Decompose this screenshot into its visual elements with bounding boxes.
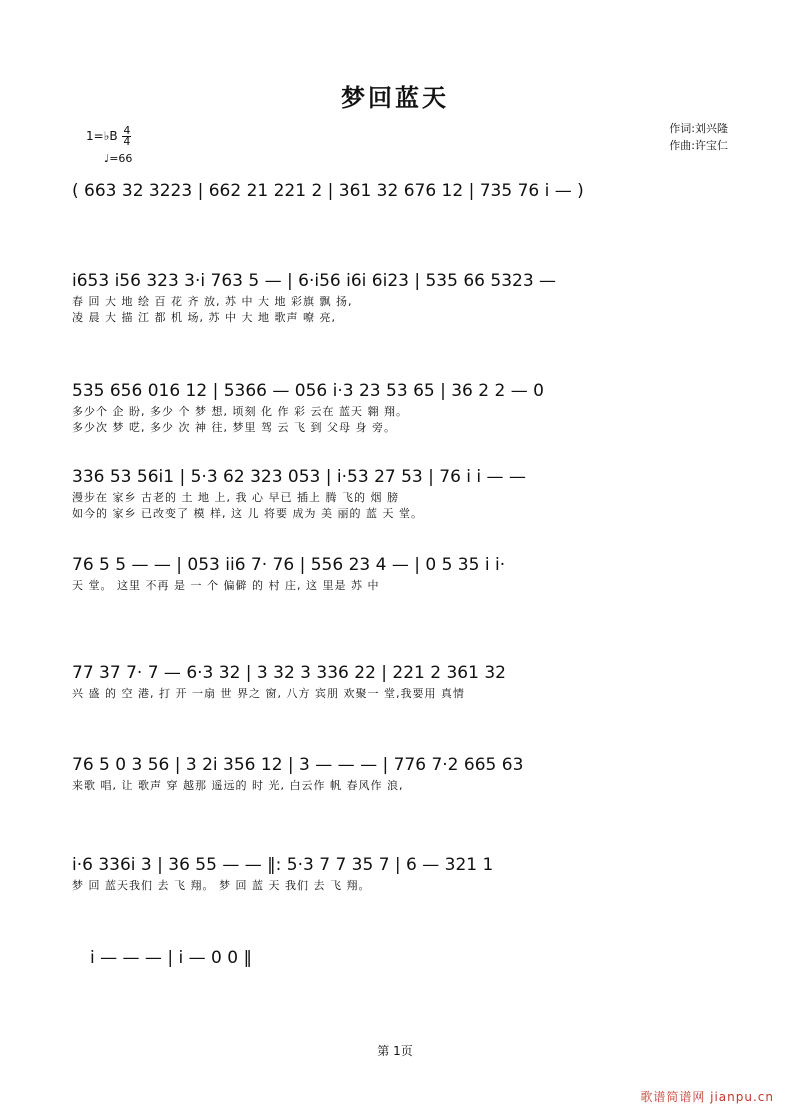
notes-row: i653 i56 323 3·i 763 5 — | 6·i56 i6i 6i23 | 535 66 5323 — bbox=[72, 271, 557, 291]
lyrics-row-1: 多少个 企 盼, 多少 个 梦 想, 顷刻 化 作 彩 云在 蓝天 翱 翔。 bbox=[72, 405, 408, 418]
key-signature-text: 1=♭B bbox=[86, 129, 118, 143]
time-signature-denominator: 4 bbox=[123, 135, 131, 148]
credits-block bbox=[669, 120, 728, 154]
system-verse-line-1 bbox=[72, 268, 722, 326]
time-signature bbox=[122, 126, 131, 147]
lyricist-credit: 作词:刘兴隆 bbox=[669, 122, 728, 135]
system-intro bbox=[72, 178, 722, 204]
page-title: 梦回蓝天 bbox=[341, 84, 449, 112]
lyrics-row-1: 天 堂。 这里 不再 是 一 个 偏僻 的 村 庄, 这 里是 苏 中 bbox=[72, 579, 380, 592]
system-verse-line-7 bbox=[72, 852, 722, 894]
page-top-rule bbox=[0, 0, 790, 3]
system-verse-line-5 bbox=[72, 660, 722, 702]
lyrics-row-2: 如今的 家乡 已改变了 模 样, 这 儿 将要 成为 美 丽的 蓝 天 堂。 bbox=[72, 507, 423, 520]
notes-row: 336 53 56i1 | 5·3 62 323 053 | i·53 27 53 | 76 i i — — bbox=[72, 467, 526, 487]
notes-row: i — — — | i — 0 0 ‖ bbox=[90, 948, 252, 968]
notes-row: 76 5 5 — — | 053 ii6 7· 76 | 556 23 4 — | 0 5 35 i i· bbox=[72, 555, 506, 575]
site-watermark: 歌谱简谱网 jianpu.cn bbox=[640, 1090, 774, 1104]
notes-row: 77 37 7· 7 — 6·3 32 | 3 32 3 336 22 | 221 2 361 32 bbox=[72, 663, 506, 683]
notes-row: i·6 336i 3 | 36 55 — — ‖: 5·3 7 7 35 7 | 6 — 321 1 bbox=[72, 855, 494, 875]
time-signature-numerator: 4 bbox=[123, 124, 131, 137]
system-verse-line-2 bbox=[72, 378, 722, 436]
lyrics-row-1: 春 回 大 地 绘 百 花 齐 放, 苏 中 大 地 彩旗 飘 扬, bbox=[72, 295, 353, 308]
notes-row: ( 663 32 3223 | 662 21 221 2 | 361 32 676 12 | 735 76 i — ) bbox=[72, 181, 584, 201]
lyrics-row-1: 来歌 唱, 让 歌声 穿 越那 遥远的 时 光, 白云作 帆 春风作 浪, bbox=[72, 779, 404, 792]
lyrics-row-2: 凌 晨 大 描 江 都 机 场, 苏 中 大 地 歌声 嘹 亮, bbox=[72, 311, 336, 324]
composer-credit: 作曲:许宝仁 bbox=[669, 139, 728, 152]
tempo-marking: ♩=66 bbox=[104, 152, 133, 165]
system-ending bbox=[90, 945, 740, 971]
notes-row: 535 656 016 12 | 5366 — 056 i·3 23 53 65 | 36 2 2 — 0 bbox=[72, 381, 544, 401]
system-verse-line-6 bbox=[72, 752, 722, 794]
system-verse-line-4 bbox=[72, 552, 722, 594]
lyrics-row-1: 梦 回 蓝天我们 去 飞 翔。 梦 回 蓝 天 我们 去 飞 翔。 bbox=[72, 879, 371, 892]
page-number: 第 1页 bbox=[377, 1044, 413, 1058]
lyrics-row-1: 漫步在 家乡 古老的 土 地 上, 我 心 早已 插上 腾 飞的 烟 膀 bbox=[72, 491, 399, 504]
lyrics-row-2: 多少次 梦 呓, 多少 次 神 往, 梦里 驾 云 飞 到 父母 身 旁。 bbox=[72, 421, 396, 434]
key-signature bbox=[86, 126, 131, 147]
notes-row: 76 5 0 3 56 | 3 2i 356 12 | 3 — — — | 776 7·2 665 63 bbox=[72, 755, 524, 775]
system-verse-line-3 bbox=[72, 464, 722, 522]
lyrics-row-1: 兴 盛 的 空 港, 打 开 一扇 世 界之 窗, 八方 宾朋 欢聚一 堂,我要用 真情 bbox=[72, 687, 465, 700]
